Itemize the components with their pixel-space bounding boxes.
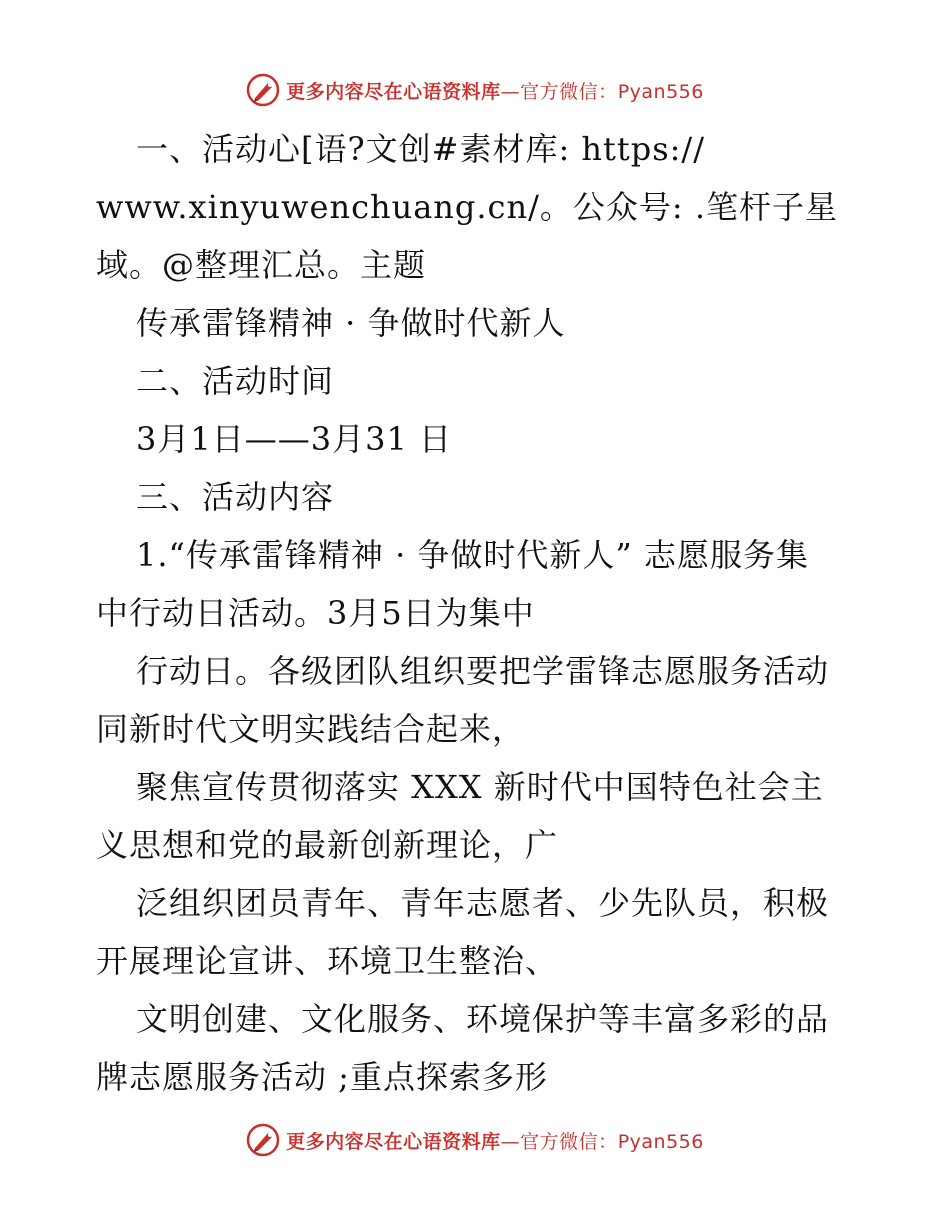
- document-body: [96, 120, 856, 1106]
- body-line: 聚焦宣传贯彻落实 XXX 新时代中国特色社会主: [136, 768, 824, 806]
- watermark-wechat-label: 官方微信：: [520, 80, 618, 103]
- body-line: 义思想和党的最新创新理论，广: [96, 826, 559, 864]
- body-line: 牌志愿服务活动 ;重点探索多形: [96, 1058, 548, 1096]
- section-heading-theme: 一、活动心[语?文创#素材库: https://: [136, 130, 705, 168]
- watermark-wechat-id: Pyan556: [617, 80, 704, 103]
- body-line: 开展理论宣讲、环境卫生整治、: [96, 942, 559, 980]
- theme-title: 传承雷锋精神 · 争做时代新人: [136, 304, 566, 342]
- footer-watermark: [0, 1120, 950, 1160]
- activity-dates: 3月1日——3月31 日: [136, 420, 452, 458]
- section-heading-content: 三、活动内容: [136, 478, 335, 516]
- watermark-separator: —: [500, 80, 521, 103]
- watermark-brand: 更多内容尽在心语资料库: [286, 80, 501, 103]
- body-line: 同新时代文明实践结合起来，: [96, 710, 526, 748]
- watermark-wechat-label: 官方微信：: [520, 1130, 618, 1153]
- watermark-brand: 更多内容尽在心语资料库: [286, 1130, 501, 1153]
- body-line: www.xinyuwenchuang.cn/。公众号: .笔杆子星: [96, 188, 838, 226]
- body-line: 中行动日活动。3月5日为集中: [96, 594, 535, 632]
- body-line: 泛组织团员青年、青年志愿者、少先队员，积极: [136, 884, 830, 922]
- body-line: 1.“传承雷锋精神 · 争做时代新人” 志愿服务集: [136, 536, 809, 574]
- body-line: 行动日。各级团队组织要把学雷锋志愿服务活动: [136, 652, 830, 690]
- pen-logo-icon: [246, 1123, 280, 1157]
- watermark-wechat-id: Pyan556: [617, 1130, 704, 1153]
- header-watermark: [0, 70, 950, 110]
- body-line: 域。@整理汇总。主题: [96, 246, 427, 284]
- watermark-separator: —: [500, 1130, 521, 1153]
- body-line: 文明创建、文化服务、环境保护等丰富多彩的品: [136, 1000, 830, 1038]
- pen-logo-icon: [246, 73, 280, 107]
- section-heading-time: 二、活动时间: [136, 362, 335, 400]
